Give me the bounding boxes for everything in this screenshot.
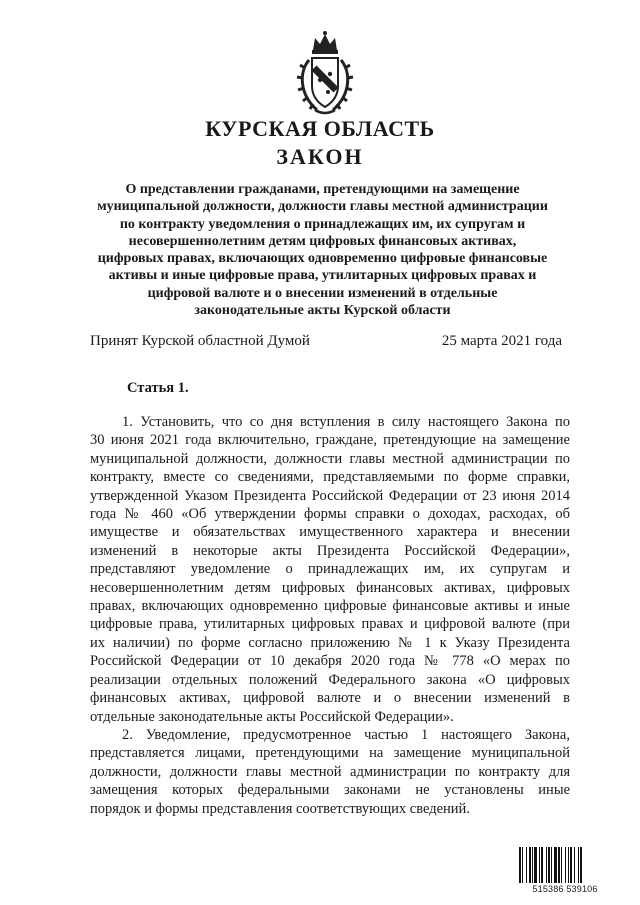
text-line: их наличии) по форме согласно приложению № 1 к Указу Президента [90,634,570,651]
text-line: изменений в некоторые акты Президента Российской Федерации», [90,542,570,559]
barcode-bar [529,847,531,883]
title-line: несовершеннолетним детям цифровых финансовых активах, [128,233,517,249]
barcode-bar [574,847,575,883]
text-line: контракту, вместе со сведениями, представляемыми по форме справки, [90,469,570,486]
text-line: представляют уведомление о принадлежащих им, их супругам и [90,561,570,578]
barcode-number: 515386 539106 [532,884,598,894]
text-line: утвержденной Указом Президента Российской Федерации от 23 июня 2014 [90,487,570,504]
barcode-bar [551,847,552,883]
barcode-bar [546,847,547,883]
text-line: представляется лицами, претендующими на замещение муниципальной [90,745,570,762]
paragraph-1 [90,413,570,726]
barcode-bar [580,847,582,883]
paragraph-2 [90,726,570,818]
document-type: ЗАКОН [276,144,364,169]
barcode-bar [526,847,527,883]
text-line: несовершеннолетним детям цифровых финансовых активах, цифровых [90,579,570,596]
barcode-bar [568,847,569,883]
barcode-bar [548,847,550,883]
barcode-bar [519,847,521,883]
barcode-bar [534,847,537,883]
barcode-bar [561,847,562,883]
text-line: 30 июня 2021 года включительно, граждане, претендующие на замещение [90,432,570,449]
title-line: муниципальной должности, должности главы местной администрации [97,199,548,215]
text-line: года № 460 «Об утверждении формы справки о доходах, расходах, об [90,506,570,523]
barcode-bar [558,847,560,883]
barcode-bar [539,847,540,883]
text-line: Российской Федерации от 10 декабря 2020 года № 778 «О мерах по [90,653,570,670]
article-heading: Статья 1. [127,380,189,396]
text-line: реализации отдельных положений Федерального закона «О цифровых [90,671,570,688]
article-body [90,413,570,818]
barcode [517,846,613,896]
text-line: 1. Установить, что со дня вступления в силу настоящего Закона по [122,414,570,430]
barcode-bar [522,847,523,883]
text-line: порядок и формы представления соответствующих сведений. [90,800,470,817]
text-line: цифровые права, утилитарных цифровых правах и цифровой валюте (при [90,616,570,633]
text-line: имуществе и обязательствах имущественного характера и внесении [90,524,570,541]
barcode-icon [517,846,613,884]
text-line: 2. Уведомление, предусмотренное частью 1 настоящего Закона, [122,726,570,743]
adopted-by: Принят Курской областной Думой [90,333,310,349]
title-line: активы и иные цифровые права, утилитарных цифровых правах и [108,268,537,284]
law-title [95,181,550,319]
text-line: муниципальной должности, должности главы местной администрации по [90,450,570,467]
title-line: законодательные акты Курской области [194,303,451,319]
kursk-coat-of-arms-icon [295,28,355,116]
text-line: правах, включающих одновременно цифровые финансовые активы и иные [90,598,570,615]
title-line: цифровой валюте и о внесении изменений в отдельные [147,285,498,301]
text-line: замещения которых федеральными законами не установлены иные [90,782,570,799]
region-name: КУРСКАЯ ОБЛАСТЬ [205,116,435,141]
text-line: отдельные законодательные акты Российской Федерации». [90,708,454,725]
barcode-bar [565,847,566,883]
text-line: финансовых активах, цифровой валюте и о внесении изменений в [90,690,570,707]
title-line: по контракту уведомления о принадлежащих им, их супругам и [119,216,526,232]
title-line: цифровых правах, включающих одновременно цифровые финансовые [97,251,548,267]
title-line: О представлении гражданами, претендующими на замещение [125,182,520,197]
text-line: должности, должности главы местной администрации по контракту для [90,763,570,780]
adoption-date: 25 марта 2021 года [441,333,562,349]
barcode-bar [554,847,557,883]
barcode-bar [578,847,579,883]
barcode-bar [532,847,533,883]
barcode-bar [541,847,543,883]
barcode-bar [570,847,572,883]
